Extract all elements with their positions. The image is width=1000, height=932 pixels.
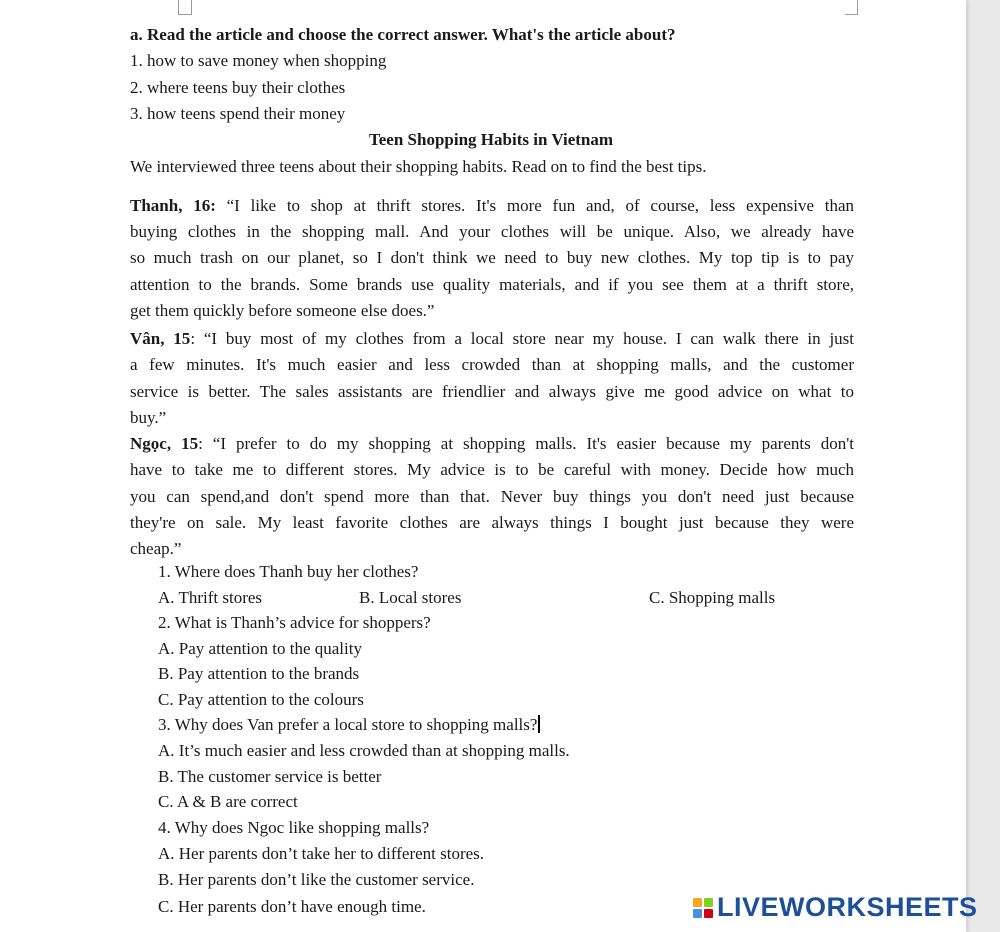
van-line-1: Vân, 15: “I buy most of my clothes from a local store near my house. I can walk there in just (130, 329, 854, 348)
ngoc-line-1: Ngọc, 15: “I prefer to do my shopping at shopping malls. It's easier because my parents don't (130, 434, 854, 453)
liveworksheets-logo-icon (693, 898, 713, 918)
question-3: 3. Why does Van prefer a local store to shopping malls? (158, 714, 540, 736)
page-corner-mark (845, 0, 858, 15)
question-4: 4. Why does Ngoc like shopping malls? (158, 818, 430, 837)
ngoc-line-5: cheap.” (130, 539, 182, 558)
q2-option-b[interactable]: B. Pay attention to the brands (158, 664, 360, 683)
ngoc-line-4: they're on sale. My least favorite clothes are always things I bought just because they were (130, 513, 854, 532)
q1-option-c[interactable]: C. Shopping malls (649, 588, 776, 607)
ngoc-line-2: have to take me to different stores. My advice is to be careful with money. Decide how much (130, 460, 854, 479)
van-line-2: a few minutes. It's much easier and less crowded than at shopping malls, and the customer (130, 355, 854, 374)
page-corner-mark (178, 0, 192, 15)
q2-option-c[interactable]: C. Pay attention to the colours (158, 690, 364, 709)
thanh-line-1: Thanh, 16: “I like to shop at thrift stores. It's more fun and, of course, less expensive than (130, 196, 854, 215)
van-line-4: buy.” (130, 408, 167, 427)
article-intro: We interviewed three teens about their shopping habits. Read on to find the best tips. (130, 157, 707, 176)
van-line-3: service is better. The sales assistants are friendlier and always give me good advice on what to (130, 382, 854, 401)
q1-option-b[interactable]: B. Local stores (359, 588, 462, 607)
thanh-line-3: so much trash on our planet, so I don't think we need to buy new clothes. My top tip is to pay (130, 248, 854, 267)
thanh-line-4: attention to the brands. Some brands use quality materials, and if you see them at a thrift store, (130, 275, 854, 294)
speaker-ngoc: Ngọc, 15 (130, 434, 199, 453)
topic-option-3[interactable]: 3. how teens spend their money (130, 104, 346, 123)
watermark-text: LIVEWORKSHEETS (717, 892, 978, 922)
topic-option-2[interactable]: 2. where teens buy their clothes (130, 78, 346, 97)
article-title: Teen Shopping Habits in Vietnam (368, 130, 614, 149)
q2-option-a[interactable]: A. Pay attention to the quality (158, 639, 362, 658)
thanh-line-2: buying clothes in the shopping mall. And your clothes will be unique. Also, we already have (130, 222, 854, 241)
q4-option-b[interactable]: B. Her parents don’t like the customer service. (158, 870, 475, 889)
text-caret (538, 715, 540, 733)
liveworksheets-watermark (693, 892, 978, 923)
q3-option-a[interactable]: A. It’s much easier and less crowded than at shopping malls. (158, 741, 570, 760)
speaker-thanh: Thanh, 16: (130, 196, 216, 215)
q3-option-b[interactable]: B. The customer service is better (158, 767, 382, 786)
q4-option-a[interactable]: A. Her parents don’t take her to different stores. (158, 844, 485, 863)
q3-option-c[interactable]: C. A & B are correct (158, 792, 298, 811)
thanh-line-5: get them quickly before someone else does.” (130, 301, 435, 320)
topic-option-1[interactable]: 1. how to save money when shopping (130, 51, 387, 70)
question-1: 1. Where does Thanh buy her clothes? (158, 562, 419, 581)
question-2: 2. What is Thanh’s advice for shoppers? (158, 613, 431, 632)
ngoc-line-3: you can spend,and don't spend more than that. Never buy things you don't need just because (130, 487, 854, 506)
instruction: a. Read the article and choose the correct answer. What's the article about? (130, 25, 676, 44)
q4-option-c[interactable]: C. Her parents don’t have enough time. (158, 897, 426, 916)
q1-option-a[interactable]: A. Thrift stores (158, 588, 263, 607)
speaker-van: Vân, 15 (130, 329, 191, 348)
